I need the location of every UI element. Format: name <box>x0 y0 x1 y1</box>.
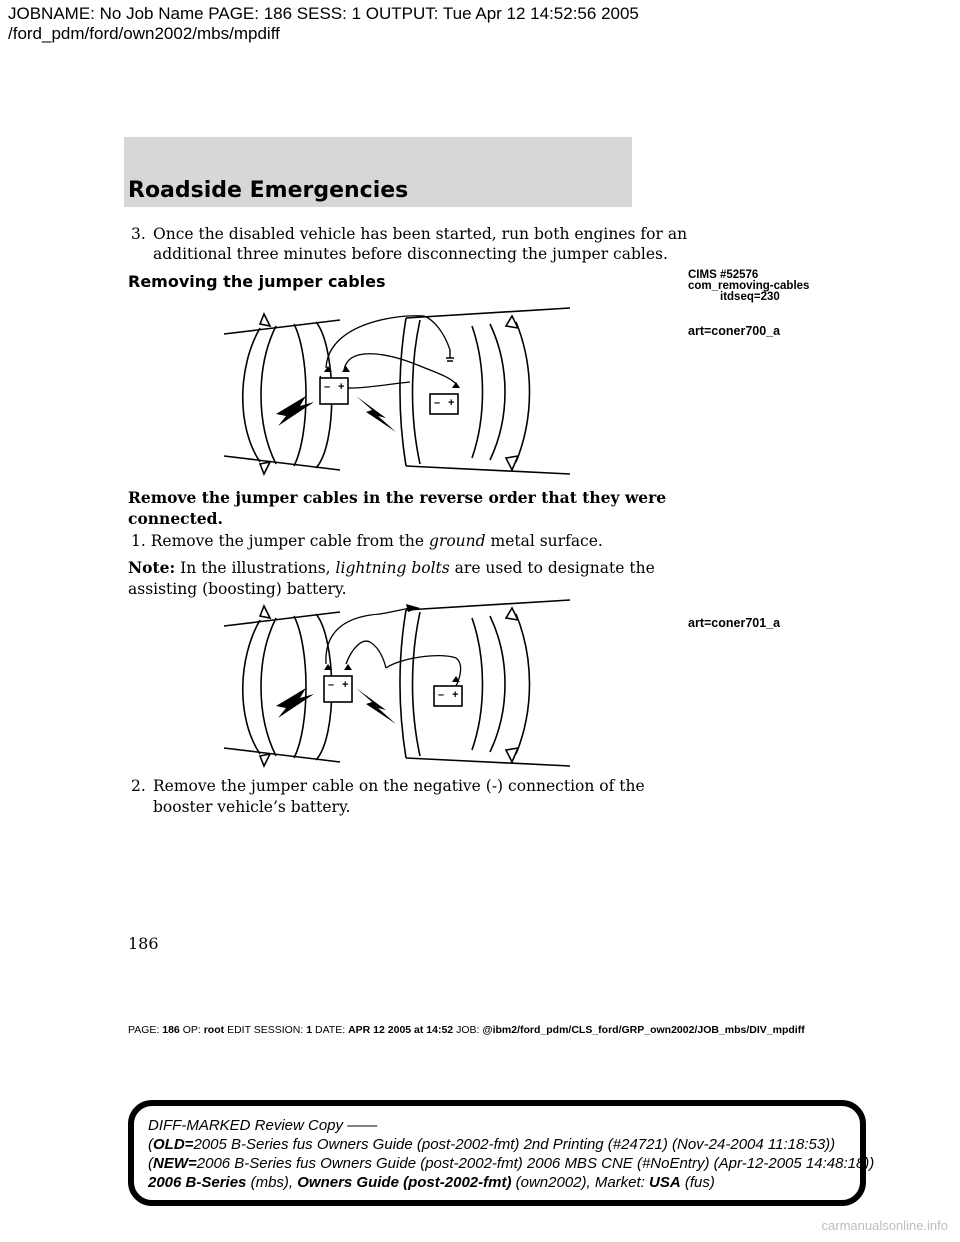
cims-line-2: com_removing-cables <box>688 280 810 292</box>
car1-rear-body <box>243 328 260 462</box>
booster-battery-minus: – <box>324 381 331 393</box>
step-1-pre: Remove the jumper cable from the <box>150 532 430 550</box>
car1-windshield-front <box>294 324 306 466</box>
diff-old-text: 2005 B-Series fus Owners Guide (post-2002-fmt) 2nd Printing (#24721) (Nov-24-2004 11:18:53)) <box>193 1136 836 1153</box>
step-3-number: 3. <box>131 225 146 243</box>
page-number: 186 <box>128 934 159 953</box>
step-3-text <box>153 224 687 264</box>
note-post: are used to designate the <box>449 559 655 577</box>
art-label-2: art=coner701_a <box>688 616 781 630</box>
car2-bottom-edge <box>406 466 570 474</box>
diff-market-label: Market: <box>594 1174 650 1191</box>
disabled-battery-plus: + <box>452 689 459 701</box>
lightning-bolt-right-icon <box>356 688 396 724</box>
cable-loose-end <box>326 608 410 664</box>
disabled-battery-plus: + <box>448 397 455 409</box>
car1-mirror-top <box>260 314 270 326</box>
reverse-line-1: Remove the jumper cables in the reverse order that they were <box>128 488 667 507</box>
note-label: Note: <box>128 558 176 577</box>
car2-bottom-edge <box>406 758 570 766</box>
lightning-bolt-right-icon <box>356 396 396 432</box>
cims-line-3: itdseq=230 <box>720 291 780 303</box>
removing-cables-illustration-1 <box>220 306 574 476</box>
step-1-number: 1. <box>131 532 146 550</box>
step-2-line-1: Remove the jumper cable on the negative (-) connection of the <box>153 777 645 795</box>
diff-product-line <box>148 1173 846 1192</box>
lightning-bolt-left-icon <box>276 688 314 718</box>
step-1-emphasis: ground <box>429 532 486 550</box>
car2-front-bumper <box>400 610 406 758</box>
footer-date-value: APR 12 2005 at 14:52 <box>348 1024 454 1036</box>
reverse-order-text <box>128 487 666 529</box>
footer-page-label: PAGE: <box>128 1024 160 1036</box>
jobname-line-1: JOBNAME: No Job Name PAGE: 186 SESS: 1 OUTPUT: Tue Apr 12 14:52:56 2005 <box>8 4 639 23</box>
jobname-line-2: /ford_pdm/ford/own2002/mbs/mpdiff <box>8 24 280 43</box>
car2-windshield <box>472 326 483 458</box>
note <box>128 557 655 600</box>
job-footer <box>128 1024 805 1036</box>
cable-positive-route <box>386 656 461 686</box>
footer-job-label: JOB: <box>456 1024 480 1036</box>
section-title: Roadside Emergencies <box>128 178 409 203</box>
car2-roof-rear <box>516 614 530 754</box>
note-line-2: assisting (boosting) battery. <box>128 580 347 598</box>
footer-date-label: DATE: <box>315 1024 346 1036</box>
step-1 <box>131 531 603 552</box>
diff-model-code: (mbs), <box>246 1174 298 1191</box>
footer-page-value: 186 <box>162 1024 180 1036</box>
step-2-text <box>153 776 645 818</box>
step-2-line-2: booster vehicle’s battery. <box>153 798 351 816</box>
diff-model: 2006 B-Series <box>148 1174 247 1191</box>
booster-battery-plus: + <box>338 381 345 393</box>
diff-old-label: OLD= <box>153 1136 194 1153</box>
diff-new-text: 2006 B-Series fus Owners Guide (post-2002-fmt) 2006 MBS CNE (#NoEntry) (Apr-12-2005 14:48:18)) <box>196 1155 875 1172</box>
step-3-line-2: additional three minutes before disconnecting the jumper cables. <box>153 245 668 263</box>
footer-op-label: OP: <box>182 1024 201 1036</box>
car2-mirror-bottom <box>506 748 518 762</box>
lightning-bolt-left-icon <box>276 396 314 426</box>
car1-mirror-bottom <box>260 754 270 766</box>
step-2-number: 2. <box>131 777 146 795</box>
footer-edit-value: 1 <box>306 1024 313 1036</box>
disabled-battery-minus: – <box>434 397 441 409</box>
step-3-line-1: Once the disabled vehicle has been started, run both engines for an <box>153 225 688 243</box>
diff-line-1: DIFF-MARKED Review Copy —— <box>148 1117 378 1134</box>
disabled-battery-minus: – <box>438 689 445 701</box>
car2-top-edge <box>406 308 570 318</box>
ground-symbol-icon <box>446 350 454 361</box>
car2-mirror-bottom <box>506 456 518 470</box>
cims-line-1: CIMS #52576 <box>688 269 759 281</box>
car1-windshield-front <box>294 616 306 758</box>
diff-new-line: (NEW=2006 B-Series fus Owners Guide (post-2002-fmt) 2006 MBS CNE (#NoEntry) (Apr-12-2005 14:48:18)) <box>148 1155 875 1172</box>
jobname-header <box>8 4 639 44</box>
removing-cables-illustration-2 <box>220 598 574 768</box>
car2-hood-front <box>413 612 421 756</box>
car2-hood-front <box>413 320 421 464</box>
cable-ground-route <box>326 316 450 368</box>
reverse-line-2: connected. <box>128 509 223 528</box>
cims-block <box>688 270 809 303</box>
cable-positive-loop <box>346 641 386 668</box>
diff-guide-code: (own2002), <box>511 1174 595 1191</box>
removing-heading: Removing the jumper cables <box>128 272 386 291</box>
footer-op-value: root <box>203 1024 225 1036</box>
booster-battery-minus: – <box>328 679 335 691</box>
booster-battery-plus: + <box>342 679 349 691</box>
diff-guide: Owners Guide (post-2002-fmt) <box>297 1174 512 1191</box>
disconnected-clamp-icon <box>406 604 420 612</box>
car2-top-edge <box>406 600 570 610</box>
car2-roof-front <box>490 324 505 460</box>
diff-market-code: (fus) <box>680 1174 715 1191</box>
diff-new-label: NEW= <box>153 1155 197 1172</box>
car2-windshield <box>472 618 483 750</box>
footer-edit-label: EDIT SESSION: <box>227 1024 304 1036</box>
car1-windshield-rear <box>261 326 276 464</box>
diff-old-line: (OLD=2005 B-Series fus Owners Guide (post-2002-fmt) 2nd Printing (#24721) (Nov-24-2004 11:18:53)) <box>148 1136 836 1153</box>
car2-front-bumper <box>400 318 406 466</box>
car2-roof-front <box>490 616 505 752</box>
car1-mirror-top <box>260 606 270 618</box>
car1-windshield-rear <box>261 618 276 756</box>
car1-rear-body <box>243 620 260 754</box>
diff-market-value: USA <box>649 1174 681 1191</box>
note-pre: In the illustrations, <box>175 559 336 577</box>
watermark: carmanualsonline.info <box>821 1218 948 1233</box>
car2-roof-rear <box>516 322 530 462</box>
diff-review-box <box>128 1100 875 1206</box>
footer-job-value: @ibm2/ford_pdm/CLS_ford/GRP_own2002/JOB_mbs/DIV_mpdiff <box>482 1024 805 1036</box>
art-label-1: art=coner700_a <box>688 324 781 338</box>
car1-mirror-bottom <box>260 462 270 474</box>
note-emphasis: lightning bolts <box>335 559 450 577</box>
step-1-post: metal surface. <box>485 532 603 550</box>
